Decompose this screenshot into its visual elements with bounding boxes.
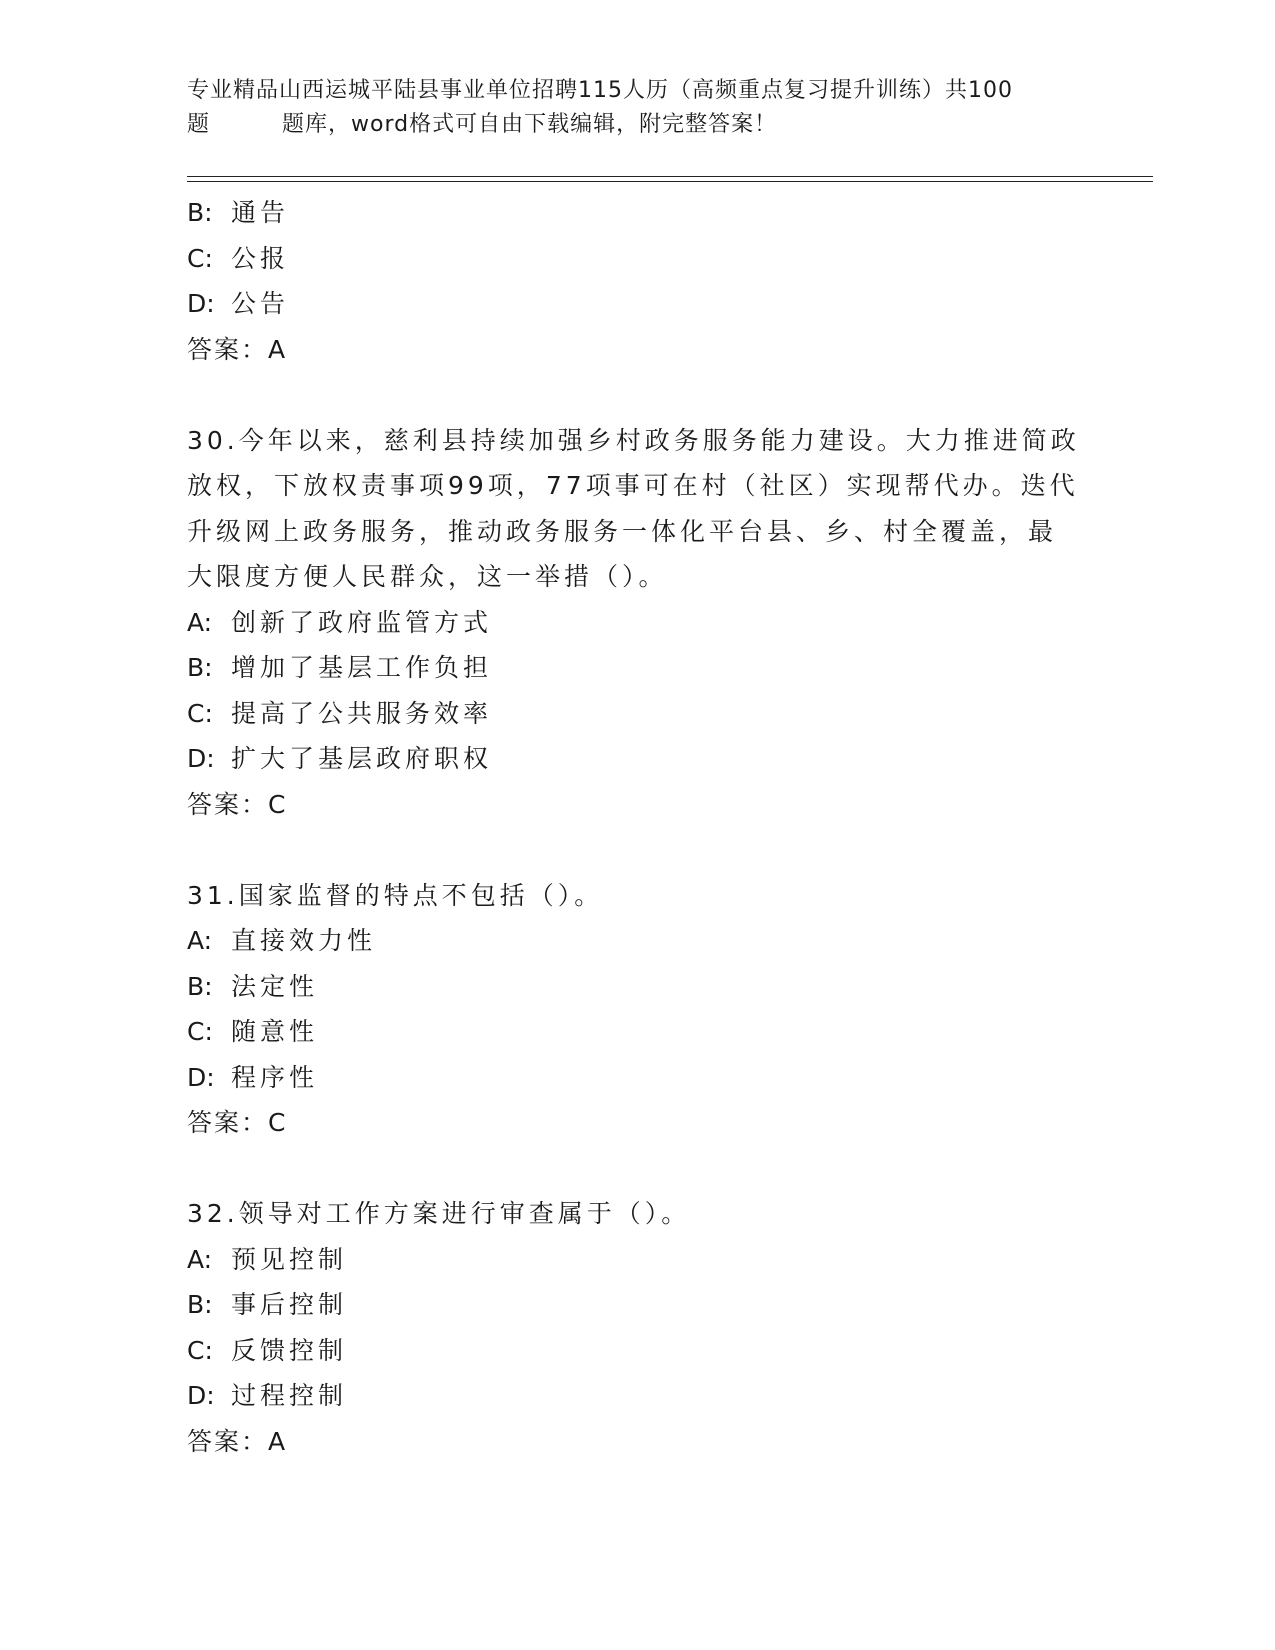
question-29: [187, 190, 1087, 372]
option-key: B:: [187, 653, 213, 682]
option-d: [187, 1373, 1087, 1419]
option-text: 直接效力性: [231, 926, 377, 955]
question-stem-line: 31.国家监督的特点不包括（）。: [187, 880, 604, 910]
answer-value: C: [268, 1108, 288, 1137]
option-text: 增加了基层工作负担: [231, 653, 493, 682]
option-key: D:: [187, 1381, 215, 1410]
option-b: [187, 190, 1087, 236]
option-text: 通告: [231, 198, 290, 227]
answer-value: A: [268, 1426, 288, 1456]
answer-line: [187, 1100, 1087, 1146]
option-text: 预见控制: [231, 1244, 348, 1274]
option-text: 随意性: [231, 1017, 319, 1046]
option-key: B:: [187, 1290, 213, 1319]
answer-label: 答案：: [187, 1108, 269, 1137]
answer-line: [187, 782, 1087, 828]
answer-value: C: [268, 789, 288, 819]
question-31: [187, 873, 1087, 1146]
question-stem-line: 30.今年以来，慈利县持续加强乡村政务服务能力建设。大力推进简政: [187, 425, 1080, 455]
question-32: [187, 1191, 1087, 1464]
spacer: [187, 827, 1087, 873]
spacer: [187, 1146, 1087, 1192]
option-a: [187, 600, 1087, 646]
header-title-line-1: 专业精品山西运城平陆县事业单位招聘115人历（高频重点复习提升训练）共100: [187, 78, 1013, 103]
option-key: D:: [187, 289, 215, 318]
option-d: [187, 736, 1087, 782]
option-text: 扩大了基层政府职权: [231, 744, 493, 773]
option-text: 程序性: [231, 1062, 319, 1092]
option-key: A:: [187, 926, 213, 955]
option-text: 提高了公共服务效率: [231, 698, 493, 728]
option-c: [187, 691, 1087, 737]
option-b: [187, 645, 1087, 691]
header-title-line-2-head: 题: [187, 112, 211, 137]
option-text: 法定性: [231, 971, 319, 1001]
option-a: [187, 1237, 1087, 1283]
option-c: [187, 1009, 1087, 1055]
option-key: B:: [187, 971, 213, 1001]
option-text: 反馈控制: [231, 1335, 348, 1365]
spacer: [187, 372, 1087, 418]
answer-line: [187, 1419, 1087, 1465]
option-b: [187, 1282, 1087, 1328]
option-key: A:: [187, 1244, 213, 1274]
option-key: D:: [187, 744, 215, 773]
option-key: C:: [187, 243, 213, 273]
header-title-line-2-tail: 题库，word格式可自由下载编辑，附完整答案！: [282, 112, 778, 137]
question-stem-line: 32.领导对工作方案进行审查属于（）。: [187, 1199, 691, 1228]
question-stem-line: 大限度方便人民群众，这一举措（）。: [187, 562, 668, 591]
option-d: [187, 281, 1087, 327]
option-a: [187, 918, 1087, 964]
question-stem-line: 升级网上政务服务，推动政务服务一体化平台县、乡、村全覆盖，最: [187, 516, 1058, 546]
question-30: [187, 418, 1087, 828]
option-text: 事后控制: [231, 1290, 348, 1319]
answer-label: 答案：: [187, 1426, 269, 1456]
question-list: [187, 190, 1087, 1464]
answer-line: [187, 327, 1087, 373]
page-header: [187, 74, 1077, 142]
answer-value: A: [268, 334, 288, 364]
option-d: [187, 1055, 1087, 1101]
option-b: [187, 964, 1087, 1010]
option-c: [187, 236, 1087, 282]
header-rule-top: [187, 176, 1153, 177]
option-text: 创新了政府监管方式: [231, 607, 493, 637]
option-key: B:: [187, 198, 213, 227]
option-text: 过程控制: [231, 1381, 348, 1410]
option-key: C:: [187, 698, 213, 728]
option-text: 公告: [231, 289, 290, 318]
header-title-line-2: [187, 108, 1077, 142]
option-key: C:: [187, 1017, 213, 1046]
option-key: C:: [187, 1335, 213, 1365]
option-key: A:: [187, 607, 213, 637]
answer-label: 答案：: [187, 334, 269, 364]
header-rule-bottom: [187, 181, 1153, 182]
option-key: D:: [187, 1062, 215, 1092]
option-text: 公报: [231, 243, 290, 273]
answer-label: 答案：: [187, 789, 269, 819]
question-stem-line: 放权，下放权责事项99项，77项事可在村（社区）实现帮代办。迭代: [187, 471, 1079, 500]
option-c: [187, 1328, 1087, 1374]
